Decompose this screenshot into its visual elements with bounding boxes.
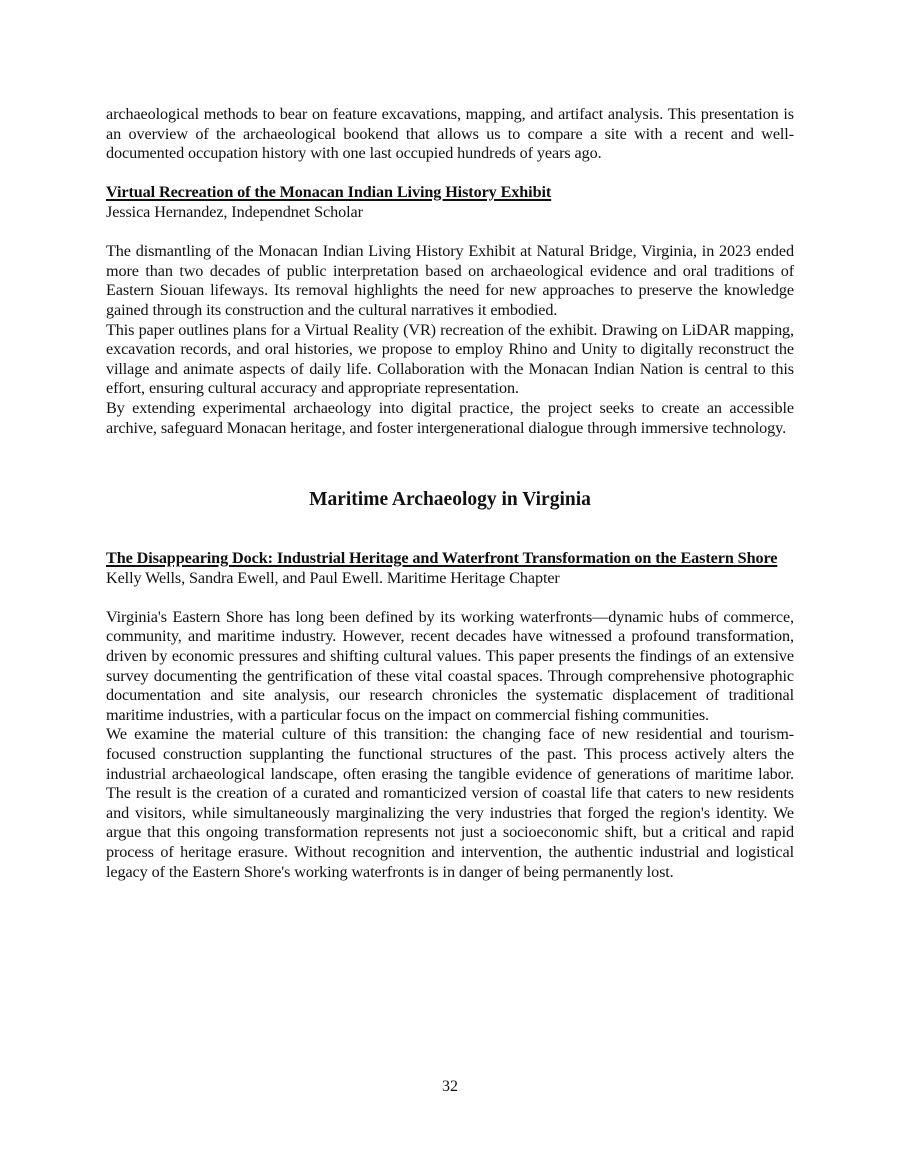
spacer bbox=[106, 588, 794, 608]
abstract-paragraph: This paper outlines plans for a Virtual Reality (VR) recreation of the exhibit. Drawing on LiDAR mapping, excavation records, and oral histories, we propose to employ Rhino and Unity to digitally reconstruct the village and animate aspects of daily life. Collaboration with the Monacan Indian Nation is central to this effort, ensuring cultural accuracy and appropriate representation. bbox=[106, 320, 794, 398]
abstract-paragraph: By extending experimental archaeology into digital practice, the project seeks to create an accessible archive, safeguard Monacan heritage, and foster intergenerational dialogue through immersive technology. bbox=[106, 398, 794, 437]
spacer bbox=[106, 223, 794, 243]
spacer bbox=[106, 164, 794, 184]
abstract-paragraph: Virginia's Eastern Shore has long been defined by its working waterfronts—dynamic hubs of commerce, community, and maritime industry. However, recent decades have witnessed a profound transformation, driven by economic pressures and shifting cultural values. This paper presents the findings of an extensive survey documenting the gentrification of these vital coastal spaces. Through comprehensive photographic documentation and site analysis, our research chronicles the systematic displacement of traditional maritime industries, with a particular focus on the impact on commercial fishing communities. bbox=[106, 607, 794, 724]
spacer bbox=[106, 512, 794, 549]
paper-title: Virtual Recreation of the Monacan Indian Living History Exhibit bbox=[106, 183, 552, 202]
document-page bbox=[106, 105, 794, 882]
abstract-paragraph: We examine the material culture of this transition: the changing face of new residential and tourism-focused construction supplanting the functional structures of the past. This process actively alters the industrial archaeological landscape, often erasing the tangible evidence of generations of maritime labor. The result is the creation of a curated and romanticized version of coastal life that caters to new residents and visitors, while simultaneously marginalizing the very industries that forged the region's identity. We argue that this ongoing transformation represents not just a socioeconomic shift, but a critical and rapid process of heritage erasure. Without recognition and intervention, the authentic industrial and logistical legacy of the Eastern Shore's working waterfronts is in danger of being permanently lost. bbox=[106, 725, 794, 881]
paper-abstract-virtual-recreation bbox=[106, 183, 794, 438]
section-heading: Maritime Archaeology in Virginia bbox=[309, 489, 591, 511]
spacer bbox=[106, 438, 794, 488]
paper-authors: Kelly Wells, Sandra Ewell, and Paul Ewell. Maritime Heritage Chapter bbox=[106, 568, 560, 587]
paper-authors: Jessica Hernandez, Independnet Scholar bbox=[106, 202, 363, 221]
paper-title: The Disappearing Dock: Industrial Heritage and Waterfront Transformation on the Eastern Shore bbox=[106, 549, 778, 568]
abstract-paragraph: The dismantling of the Monacan Indian Living History Exhibit at Natural Bridge, Virginia, in 2023 ended more than two decades of public interpretation based on archaeological evidence and oral traditions of Eastern Siouan lifeways. Its removal highlights the need for new approaches to preserve the knowledge gained through its construction and the cultural narratives it embodied. bbox=[106, 242, 794, 319]
intro-paragraph: archaeological methods to bear on feature excavations, mapping, and artifact analysis. This presentation is an overview of the archaeological bookend that allows us to compare a site with a recent and well-documented occupation history with one last occupied hundreds of years ago. bbox=[106, 105, 794, 163]
paper-abstract-disappearing-dock bbox=[106, 549, 794, 882]
page-number: 32 bbox=[442, 1078, 458, 1095]
